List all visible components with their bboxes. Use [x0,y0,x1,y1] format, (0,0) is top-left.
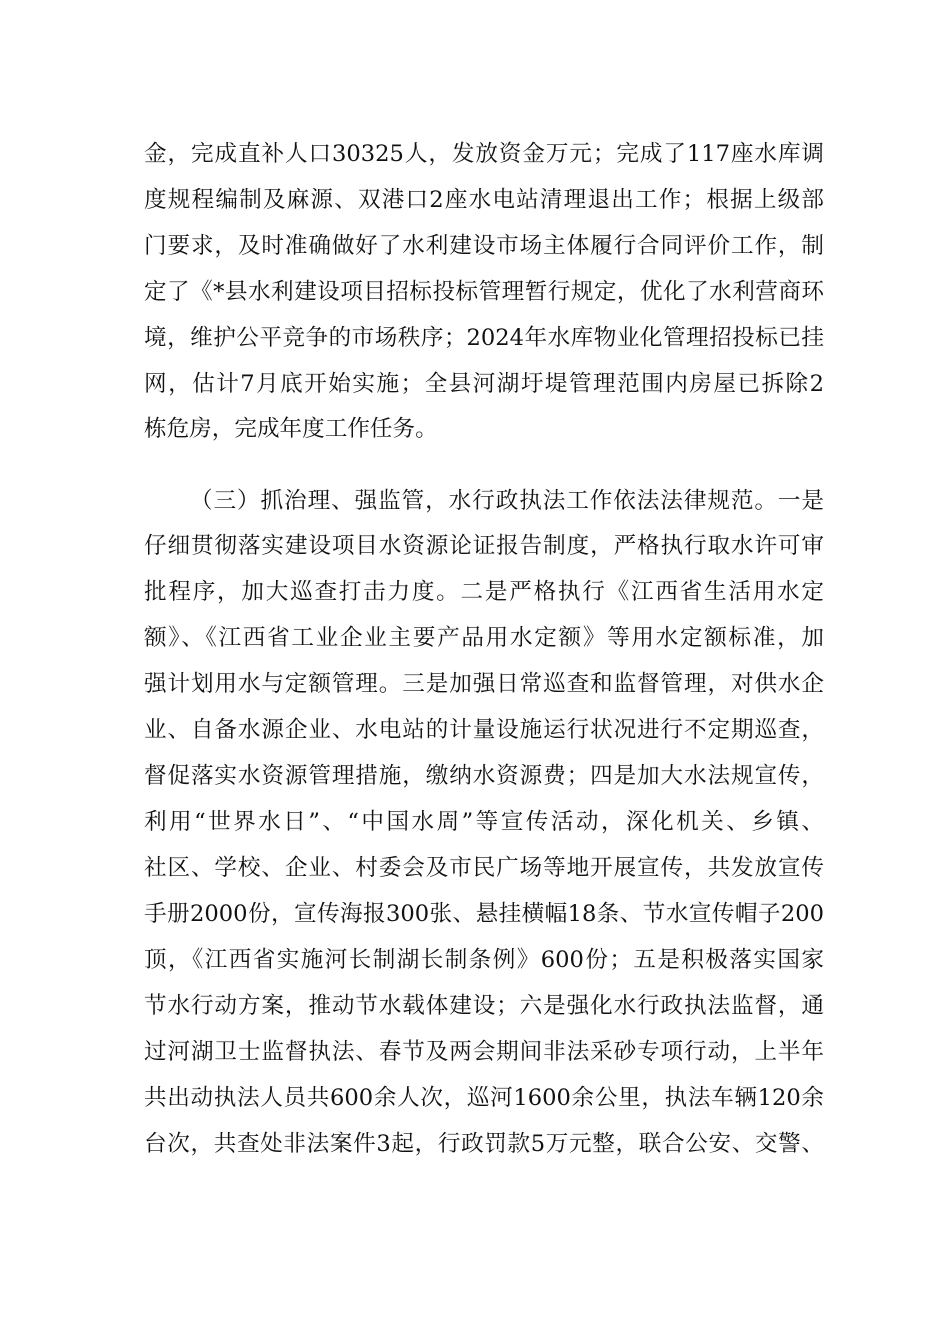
paragraph-line: 督促落实水资源管理措施，缴纳水资源费；四是加大水法规宣传， [144,763,824,789]
paragraph-line: 境，维护公平竞争的市场秩序；2024年水库物业化管理招投标已挂 [144,325,824,351]
paragraph-line: 过河湖卫士监督执法、春节及两会期间非法采砂专项行动，上半年 [144,1039,824,1065]
paragraph-line: 强计划用水与定额管理。三是加强日常巡查和监督管理，对供水企 [144,671,824,697]
paragraph-line: 业、自备水源企业、水电站的计量设施运行状况进行不定期巡查， [144,717,824,743]
section-heading-line: （三）抓治理、强监管，水行政执法工作依法法律规范。一是 [190,488,824,514]
paragraph-line: 共出动执法人员共600余人次，巡河1600余公里，执法车辆120余 [144,1085,824,1111]
paragraph-line: 手册2000份，宣传海报300张、悬挂横幅18条、节水宣传帽子200 [144,901,824,927]
paragraph-line: 度规程编制及麻源、双港口2座水电站清理退出工作；根据上级部 [144,187,824,213]
paragraph-line: 仔细贯彻落实建设项目水资源论证报告制度，严格执行取水许可审 [144,533,824,559]
paragraph-line: 顶，《江西省实施河长制湖长制条例》600份；五是积极落实国家 [144,947,824,973]
paragraph-line: 批程序，加大巡查打击力度。二是严格执行《江西省生活用水定 [144,579,824,605]
paragraph-line: 金，完成直补人口30325人，发放资金万元；完成了117座水库调 [144,141,824,167]
paragraph-line: 台次，共查处非法案件3起，行政罚款5万元整，联合公安、交警、 [144,1131,824,1157]
paragraph-line: 社区、学校、企业、村委会及市民广场等地开展宣传，共发放宣传 [144,855,824,881]
paragraph-line: 门要求，及时准确做好了水利建设市场主体履行合同评价工作，制 [144,233,824,259]
paragraph-line: 额》、《江西省工业企业主要产品用水定额》等用水定额标准，加 [144,625,824,651]
paragraph-line: 栋危房，完成年度工作任务。 [144,416,438,442]
paragraph-line: 利用“世界水日”、“中国水周”等宣传活动，深化机关、乡镇、 [144,809,824,835]
paragraph-line: 定了《*县水利建设项目招标投标管理暂行规定，优化了水利营商环 [144,279,824,305]
paragraph-line: 节水行动方案，推动节水载体建设；六是强化水行政执法监督，通 [144,993,824,1019]
paragraph-line: 网，估计7月底开始实施；全县河湖圩堤管理范围内房屋已拆除2 [144,371,824,397]
